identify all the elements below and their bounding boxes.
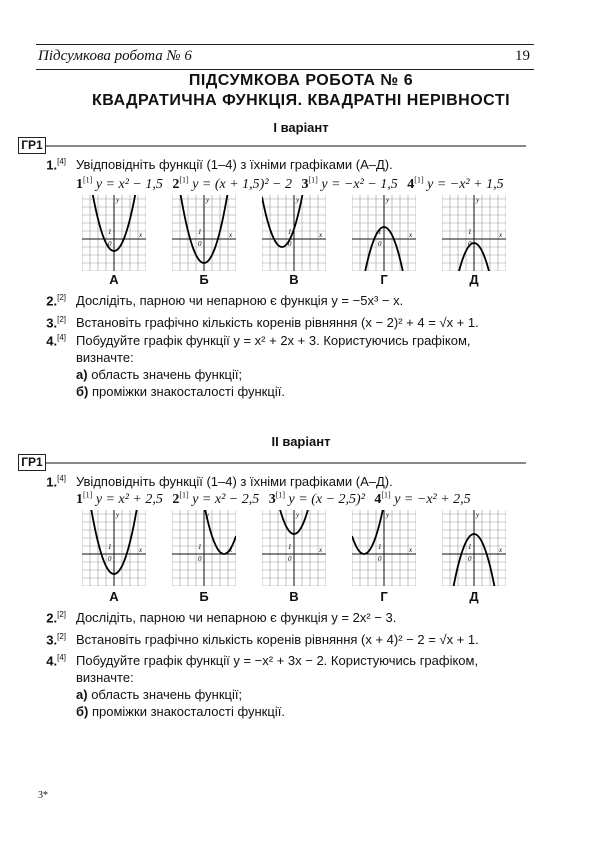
group-badge: ГР1 <box>18 454 46 471</box>
tick-label: 1 <box>468 543 472 551</box>
graph-svg <box>172 195 236 271</box>
graph-label: А <box>109 272 119 287</box>
function-list <box>76 175 510 193</box>
graph-label: Г <box>380 589 388 604</box>
graph-label: В <box>289 589 299 604</box>
function-list <box>76 490 477 508</box>
graph-label: Б <box>199 272 209 287</box>
running-title: Підсумкова робота № 6 <box>38 48 192 64</box>
tick-label: 1 <box>378 543 382 551</box>
task-number: 3.[2] <box>46 315 66 331</box>
task-number: 4.[4] <box>46 333 66 349</box>
variant-1-label: І варіант <box>273 120 329 135</box>
divider <box>46 145 526 147</box>
tick-label: 1 <box>198 543 202 551</box>
parabola-curve <box>202 510 236 554</box>
y-axis-label: y <box>386 511 390 519</box>
running-header <box>36 44 534 70</box>
x-axis-label: x <box>319 546 323 554</box>
x-axis-label: x <box>229 546 233 554</box>
variant-2-label: ІІ варіант <box>271 434 331 449</box>
graph-label: Д <box>469 589 479 604</box>
tick-label: 1 <box>108 228 112 236</box>
tick-label: 1 <box>468 228 472 236</box>
task-text: Встановіть графічно кількість коренів рівняння (x − 2)² + 4 = √x + 1. <box>76 315 479 330</box>
function-item: 2[1] y = (x + 1,5)² − 2 <box>172 175 292 192</box>
graph-svg <box>442 510 506 586</box>
task-number: 2.[2] <box>46 293 66 309</box>
graph-label: Д <box>469 272 479 287</box>
graph-svg <box>82 510 146 586</box>
origin-label: 0 <box>108 555 112 563</box>
graph-svg <box>172 510 236 586</box>
task-text: Дослідіть, парною чи непарною є функція y = 2x² − 3. <box>76 610 397 625</box>
y-axis-label: y <box>296 196 300 204</box>
task-number: 1.[4] <box>46 157 66 173</box>
graph-panel <box>352 510 416 586</box>
graph-panel <box>442 195 506 271</box>
task-text: Встановіть графічно кількість коренів рівняння (x + 4)² − 2 = √x + 1. <box>76 632 479 647</box>
origin-label: 0 <box>468 240 472 248</box>
y-axis-label: y <box>116 196 120 204</box>
origin-label: 0 <box>288 555 292 563</box>
graph-label: В <box>289 272 299 287</box>
y-axis-label: y <box>206 511 210 519</box>
y-axis-label: y <box>386 196 390 204</box>
function-item: 3[1] y = −x² − 1,5 <box>301 175 398 192</box>
function-item: 3[1] y = (x − 2,5)² <box>268 490 365 507</box>
graph-svg <box>352 195 416 271</box>
graph-panel <box>262 510 326 586</box>
graph-label: Г <box>380 272 388 287</box>
x-axis-label: x <box>409 231 413 239</box>
y-axis-label: y <box>296 511 300 519</box>
y-axis-label: y <box>476 511 480 519</box>
task-text: Побудуйте графік функції y = −x² + 3x − 2. Користуючись графіком, визначте: а) область значень функції; б) проміжки знакосталості функції. <box>76 653 479 719</box>
graph-svg <box>262 195 326 271</box>
graph-panel <box>262 195 326 271</box>
task-text: Увідповідніть функції (1–4) з їхніми графіками (А–Д). <box>76 157 393 172</box>
y-axis-label: y <box>116 511 120 519</box>
task-number: 2.[2] <box>46 610 66 626</box>
graph-panel <box>352 195 416 271</box>
origin-label: 0 <box>468 555 472 563</box>
group-badge: ГР1 <box>18 137 46 154</box>
tick-label: 1 <box>108 543 112 551</box>
origin-label: 0 <box>198 555 202 563</box>
x-axis-label: x <box>139 546 143 554</box>
graph-panel <box>82 195 146 271</box>
task-number: 4.[4] <box>46 653 66 669</box>
function-item: 1[1] y = x² + 2,5 <box>76 490 163 507</box>
page-title: ПІДСУМКОВА РОБОТА № 6 <box>188 72 414 89</box>
tick-label: 1 <box>288 543 292 551</box>
footer-mark: 3* <box>38 790 48 801</box>
x-axis-label: x <box>499 546 503 554</box>
tick-label: 1 <box>198 228 202 236</box>
x-axis-label: x <box>499 231 503 239</box>
function-item: 2[1] y = x² − 2,5 <box>172 490 260 507</box>
x-axis-label: x <box>229 231 233 239</box>
origin-label: 0 <box>378 555 382 563</box>
graph-svg <box>352 510 416 586</box>
origin-label: 0 <box>198 240 202 248</box>
graph-panel <box>82 510 146 586</box>
x-axis-label: x <box>319 231 323 239</box>
x-axis-label: x <box>139 231 143 239</box>
graph-svg <box>442 195 506 271</box>
function-item: 4[1] y = −x² + 2,5 <box>374 490 471 507</box>
divider <box>46 462 526 464</box>
y-axis-label: y <box>206 196 210 204</box>
graph-svg <box>82 195 146 271</box>
task-number: 1.[4] <box>46 474 66 490</box>
x-axis-label: x <box>409 546 413 554</box>
task-text: Побудуйте графік функції y = x² + 2x + 3. Користуючись графіком, визначте: а) область значень функції; б) проміжки знакосталості функції. <box>76 333 471 399</box>
graph-panel <box>442 510 506 586</box>
function-item: 4[1] y = −x² + 1,5 <box>407 175 504 192</box>
origin-label: 0 <box>378 240 382 248</box>
graph-label: А <box>109 589 119 604</box>
graph-panel <box>172 195 236 271</box>
y-axis-label: y <box>476 196 480 204</box>
tick-label: 1 <box>378 228 382 236</box>
origin-label: 0 <box>108 240 112 248</box>
page-subtitle: КВАДРАТИЧНА ФУНКЦІЯ. КВАДРАТНІ НЕРІВНОСТІ <box>91 92 511 109</box>
origin-label: 0 <box>288 240 292 248</box>
page-number: 19 <box>515 48 530 64</box>
graph-svg <box>262 510 326 586</box>
tick-label: 1 <box>288 228 292 236</box>
task-number: 3.[2] <box>46 632 66 648</box>
graph-label: Б <box>199 589 209 604</box>
graph-panel <box>172 510 236 586</box>
task-text: Увідповідніть функції (1–4) з їхніми графіками (А–Д). <box>76 474 393 489</box>
task-text: Дослідіть, парною чи непарною є функція y = −5x³ − x. <box>76 293 404 308</box>
function-item: 1[1] y = x² − 1,5 <box>76 175 163 192</box>
